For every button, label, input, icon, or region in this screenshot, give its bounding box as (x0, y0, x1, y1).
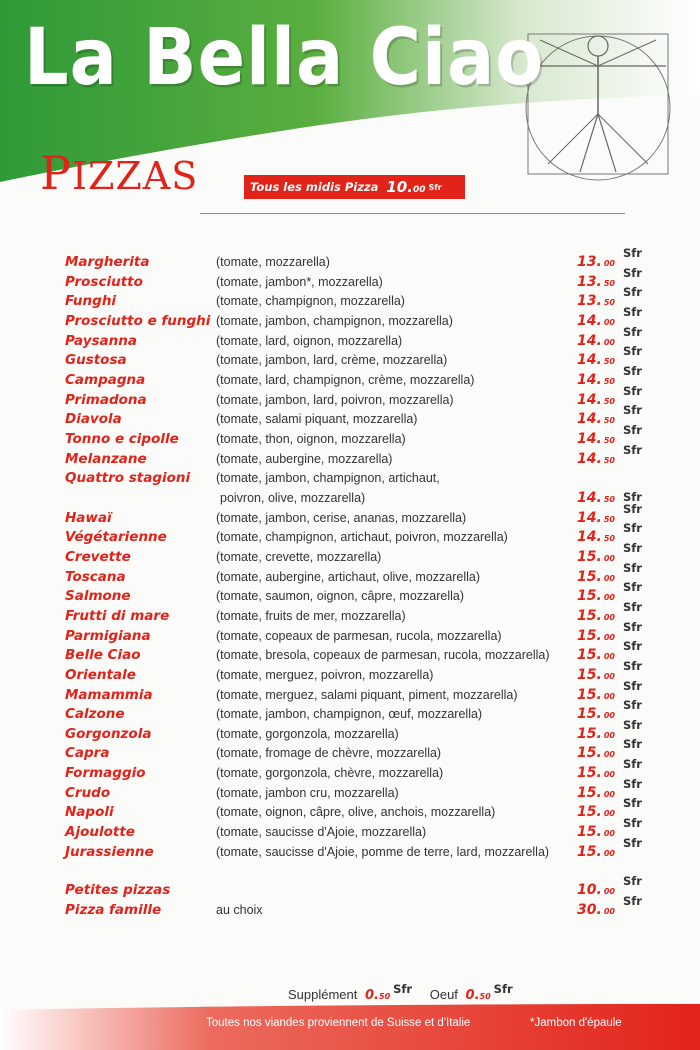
menu-item-ingredients: (tomate, jambon, champignon, œuf, mozzarella) (216, 707, 483, 722)
menu-item-price: 15. 00 (577, 765, 615, 782)
menu-item-ingredients: (tomate, jambon cru, mozzarella) (216, 785, 399, 800)
menu-item-price: 15. 00 (577, 725, 615, 742)
promo-price: 10.00 (386, 178, 426, 196)
menu-item-currency: Sfr (623, 874, 642, 888)
menu-item-name: Pizza famille (65, 902, 162, 918)
section-title-rest: IZZAS (71, 154, 199, 198)
menu-item-ingredients: (tomate, oignon, câpre, olive, anchois, mozzarella) (216, 805, 496, 820)
egg-price: 0.50 (465, 988, 491, 1003)
menu-item-price: 14. 00 (577, 332, 615, 349)
menu-item-name: Hawaï (65, 509, 112, 526)
menu-item (0, 796, 700, 822)
menu-item-ingredients: (tomate, aubergine, artichaut, olive, mozzarella) (216, 569, 481, 584)
egg-label: Oeuf (429, 987, 458, 1002)
menu-item-currency: Sfr (623, 501, 642, 516)
menu-item-price: 14. 50 (577, 352, 615, 369)
menu-item-price: 15. 00 (577, 843, 615, 860)
menu-item (0, 678, 700, 705)
menu-item-name: Petites pizzas (65, 882, 171, 898)
menu-item-price: 14. 50 (577, 509, 615, 526)
menu-item (0, 580, 700, 606)
menu-item-price: 15. 00 (577, 666, 615, 683)
menu-item-ingredients: (tomate, lard, champignon, crème, mozzarella) (216, 372, 475, 387)
menu-item-ingredients: (tomate, saumon, oignon, câpre, mozzarella) (216, 589, 465, 604)
menu-item-name: Melanzane (65, 450, 147, 467)
menu-item (0, 599, 700, 626)
menu-item-price: 15. 00 (577, 568, 615, 585)
promo-text: Tous les midis Pizza (250, 180, 379, 194)
menu-item-currency: Sfr (623, 324, 642, 339)
menu-item (0, 304, 700, 331)
menu-item (0, 521, 700, 547)
menu-item-price: 15. 00 (577, 686, 615, 703)
menu-item (0, 246, 700, 272)
brand-logo-text: La Bella Ciao (24, 11, 545, 104)
menu-item-name: Mamammia (65, 686, 153, 703)
menu-item-ingredients: (tomate, mozzarella) (216, 255, 330, 269)
menu-item-currency: Sfr (623, 894, 642, 908)
menu-item-name: Toscana (65, 568, 126, 585)
menu-item-price: 15. 00 (577, 784, 615, 801)
menu-item-currency: Sfr (623, 383, 642, 398)
menu-item-ingredients: (tomate, thon, oignon, mozzarella) (216, 431, 406, 446)
lunch-promo-banner (244, 175, 465, 199)
menu-item-currency: Sfr (623, 658, 642, 673)
menu-item-ingredients: (tomate, merguez, poivron, mozzarella) (216, 667, 434, 682)
menu-item (0, 619, 700, 646)
menu-item-ingredients: (tomate, copeaux de parmesan, rucola, mozzarella) (216, 628, 502, 643)
menu-item-currency: Sfr (623, 304, 642, 319)
menu-item-ingredients: (tomate, fromage de chèvre, mozzarella) (216, 746, 442, 761)
menu-item (0, 835, 700, 862)
menu-item-price: 13. 50 (577, 293, 615, 310)
menu-item-currency: Sfr (623, 835, 642, 850)
menu-item-ingredients: (tomate, gorgonzola, mozzarella) (216, 726, 399, 741)
footer-origin-text: Toutes nos viandes proviennent de Suisse et d'Italie (206, 1017, 471, 1029)
menu-item-ingredients: (tomate, champignon, artichaut, poivron, mozzarella) (216, 530, 508, 545)
menu-item-name: Gorgonzola (65, 725, 152, 742)
menu-item (0, 324, 700, 351)
menu-item (0, 757, 700, 783)
menu-item-ingredients: (tomate, jambon, cerise, ananas, mozzarella) (216, 510, 467, 525)
menu-item (0, 816, 700, 842)
menu-item-ingredients-cont: poivron, olive, mozzarella) (220, 491, 366, 506)
menu-item (0, 285, 700, 311)
menu-item (0, 698, 700, 724)
menu-item (0, 468, 700, 507)
menu-item-price: 13. 50 (577, 273, 615, 290)
supplements-line (288, 982, 527, 1003)
section-title (40, 146, 199, 200)
menu-item-name: Margherita (65, 254, 150, 270)
menu-item-price: 15. 00 (577, 607, 615, 624)
menu-item-price: 15. 00 (577, 588, 615, 605)
menu-item-currency: Sfr (623, 619, 642, 634)
menu-item (0, 717, 700, 744)
menu-item-currency: Sfr (623, 265, 642, 280)
menu-item-name: Frutti di mare (65, 607, 170, 624)
menu-item-price: 14. 50 (577, 371, 615, 388)
menu-item-ingredients: (tomate, salami piquant, mozzarella) (216, 412, 418, 427)
menu-item-name: Végétarienne (65, 529, 167, 546)
menu-item-price: 15. 00 (577, 627, 615, 644)
supplement-currency: Sfr (393, 982, 413, 996)
menu-item-ingredients: (tomate, jambon, lard, crème, mozzarella) (216, 353, 448, 368)
menu-item (0, 442, 700, 469)
menu-item-ingredients: (tomate, bresola, copeaux de parmesan, rucola, mozzarella) (216, 648, 550, 663)
menu-item (0, 422, 700, 449)
menu-item (0, 383, 700, 410)
menu-item-currency: Sfr (623, 246, 642, 260)
menu-item-currency: Sfr (623, 599, 642, 614)
menu-item (0, 501, 700, 528)
menu-item-price: 14. 50 (577, 529, 615, 546)
menu-item-price: 15. 00 (577, 548, 615, 565)
menu-item-name: Belle Ciao (65, 647, 141, 664)
menu-item-name: Crevette (65, 548, 131, 565)
menu-item-name: Primadona (65, 391, 147, 408)
menu-item-price: 13. 00 (577, 254, 615, 270)
menu-item-currency: Sfr (623, 285, 642, 300)
menu-item (0, 658, 700, 685)
menu-item (0, 403, 700, 429)
menu-item-currency: Sfr (623, 737, 642, 752)
menu-item-price: 15. 00 (577, 824, 615, 841)
menu-item (0, 737, 700, 763)
menu-item-currency: Sfr (623, 521, 642, 536)
menu-item-name: Campagna (65, 371, 146, 388)
menu-item (0, 894, 700, 920)
menu-item-price: 14. 50 (577, 430, 615, 447)
menu-item-name: Crudo (65, 784, 111, 801)
menu-item (0, 776, 700, 803)
menu-item-currency: Sfr (623, 442, 642, 457)
divider-line (200, 213, 625, 214)
menu-item-ingredients: (tomate, lard, oignon, mozzarella) (216, 333, 403, 348)
menu-item-price: 14. 50 (577, 450, 615, 467)
supplement-price: 0.50 (365, 988, 391, 1003)
menu-item-currency: Sfr (623, 490, 642, 505)
menu-item-name: Calzone (65, 706, 125, 723)
menu-item-name: Ajoulotte (65, 824, 135, 841)
menu-item-price: 14. 50 (577, 411, 615, 428)
footer-ham-note: *Jambon d'épaule (530, 1017, 622, 1029)
menu-item-ingredients: (tomate, fruits de mer, mozzarella) (216, 608, 406, 623)
menu-item-price: 15. 00 (577, 804, 615, 821)
menu-item-name: Capra (65, 745, 110, 762)
menu-item-name: Formaggio (65, 765, 146, 782)
menu-item-currency: Sfr (623, 796, 642, 811)
menu-item-currency: Sfr (623, 698, 642, 713)
menu-item (0, 874, 700, 900)
menu-item-ingredients: (tomate, jambon*, mozzarella) (216, 274, 383, 289)
menu-item-ingredients: (tomate, merguez, salami piquant, piment, mozzarella) (216, 687, 518, 702)
menu-item-currency: Sfr (623, 757, 642, 772)
menu-item-name: Jurassienne (65, 843, 154, 860)
menu-item-name: Parmigiana (65, 627, 151, 644)
menu-item-price: 15. 00 (577, 745, 615, 762)
menu-item-ingredients: (tomate, crevette, mozzarella) (216, 549, 382, 564)
menu-item-ingredients: (tomate, champignon, mozzarella) (216, 294, 405, 309)
menu-item-ingredients: au choix (216, 903, 263, 917)
section-title-initial: P (40, 146, 72, 200)
menu-item-name: Diavola (65, 411, 122, 428)
menu-item-currency: Sfr (623, 363, 642, 378)
menu-item-ingredients: (tomate, saucisse d'Ajoie, mozzarella) (216, 825, 427, 840)
menu-item-ingredients: (tomate, jambon, champignon, mozzarella) (216, 313, 453, 328)
menu-item-currency: Sfr (623, 403, 642, 418)
menu-item-currency: Sfr (623, 717, 642, 732)
menu-item (0, 540, 700, 567)
menu-item-price: 15. 00 (577, 706, 615, 723)
menu-item-currency: Sfr (623, 422, 642, 437)
promo-currency: Sfr (428, 182, 442, 192)
menu-item-price: 30. 00 (577, 902, 615, 918)
menu-item (0, 363, 700, 390)
menu-item-name: Napoli (65, 804, 114, 821)
menu-item-ingredients: (tomate, saucisse d'Ajoie, pomme de terre, lard, mozzarella) (216, 844, 550, 859)
menu-item-price: 14. 50 (577, 490, 615, 507)
menu-item-ingredients: (tomate, jambon, champignon, artichaut, (216, 471, 440, 486)
menu-item-currency: Sfr (623, 639, 642, 654)
menu-item-currency: Sfr (623, 678, 642, 693)
menu-item-name: Paysanna (65, 332, 138, 349)
menu-item-currency: Sfr (623, 816, 642, 831)
menu-item-price: 14. 00 (577, 312, 615, 329)
menu-item-price: 15. 00 (577, 647, 615, 664)
supplement-label: Supplément (288, 987, 358, 1002)
menu-item-name: Tonno e cipolle (65, 430, 179, 447)
menu-item-currency: Sfr (623, 776, 642, 791)
menu-item-ingredients: (tomate, jambon, lard, poivron, mozzarella) (216, 392, 454, 407)
menu-item-price: 14. 50 (577, 391, 615, 408)
menu-item (0, 639, 700, 665)
menu-item-ingredients: (tomate, aubergine, mozzarella) (216, 451, 393, 466)
menu-item (0, 265, 700, 292)
menu-item-currency: Sfr (623, 540, 642, 555)
menu-item-ingredients: (tomate, gorgonzola, chèvre, mozzarella) (216, 766, 444, 781)
menu-item-price: 10. 00 (577, 882, 615, 898)
menu-item-currency: Sfr (623, 560, 642, 575)
menu-item-name: Prosciutto (65, 273, 143, 290)
menu-item-name: Funghi (65, 293, 117, 310)
menu-item-name: Orientale (65, 666, 136, 683)
menu-item (0, 560, 700, 587)
menu-item-name: Prosciutto e funghi (65, 312, 211, 329)
egg-currency: Sfr (493, 982, 513, 996)
menu-item-currency: Sfr (623, 344, 642, 359)
menu-item-name: Salmone (65, 588, 131, 605)
menu-item (0, 344, 700, 370)
menu-item-currency: Sfr (623, 580, 642, 595)
menu-item-name: Quattro stagioni (65, 470, 191, 487)
menu-item-name: Gustosa (65, 352, 127, 369)
